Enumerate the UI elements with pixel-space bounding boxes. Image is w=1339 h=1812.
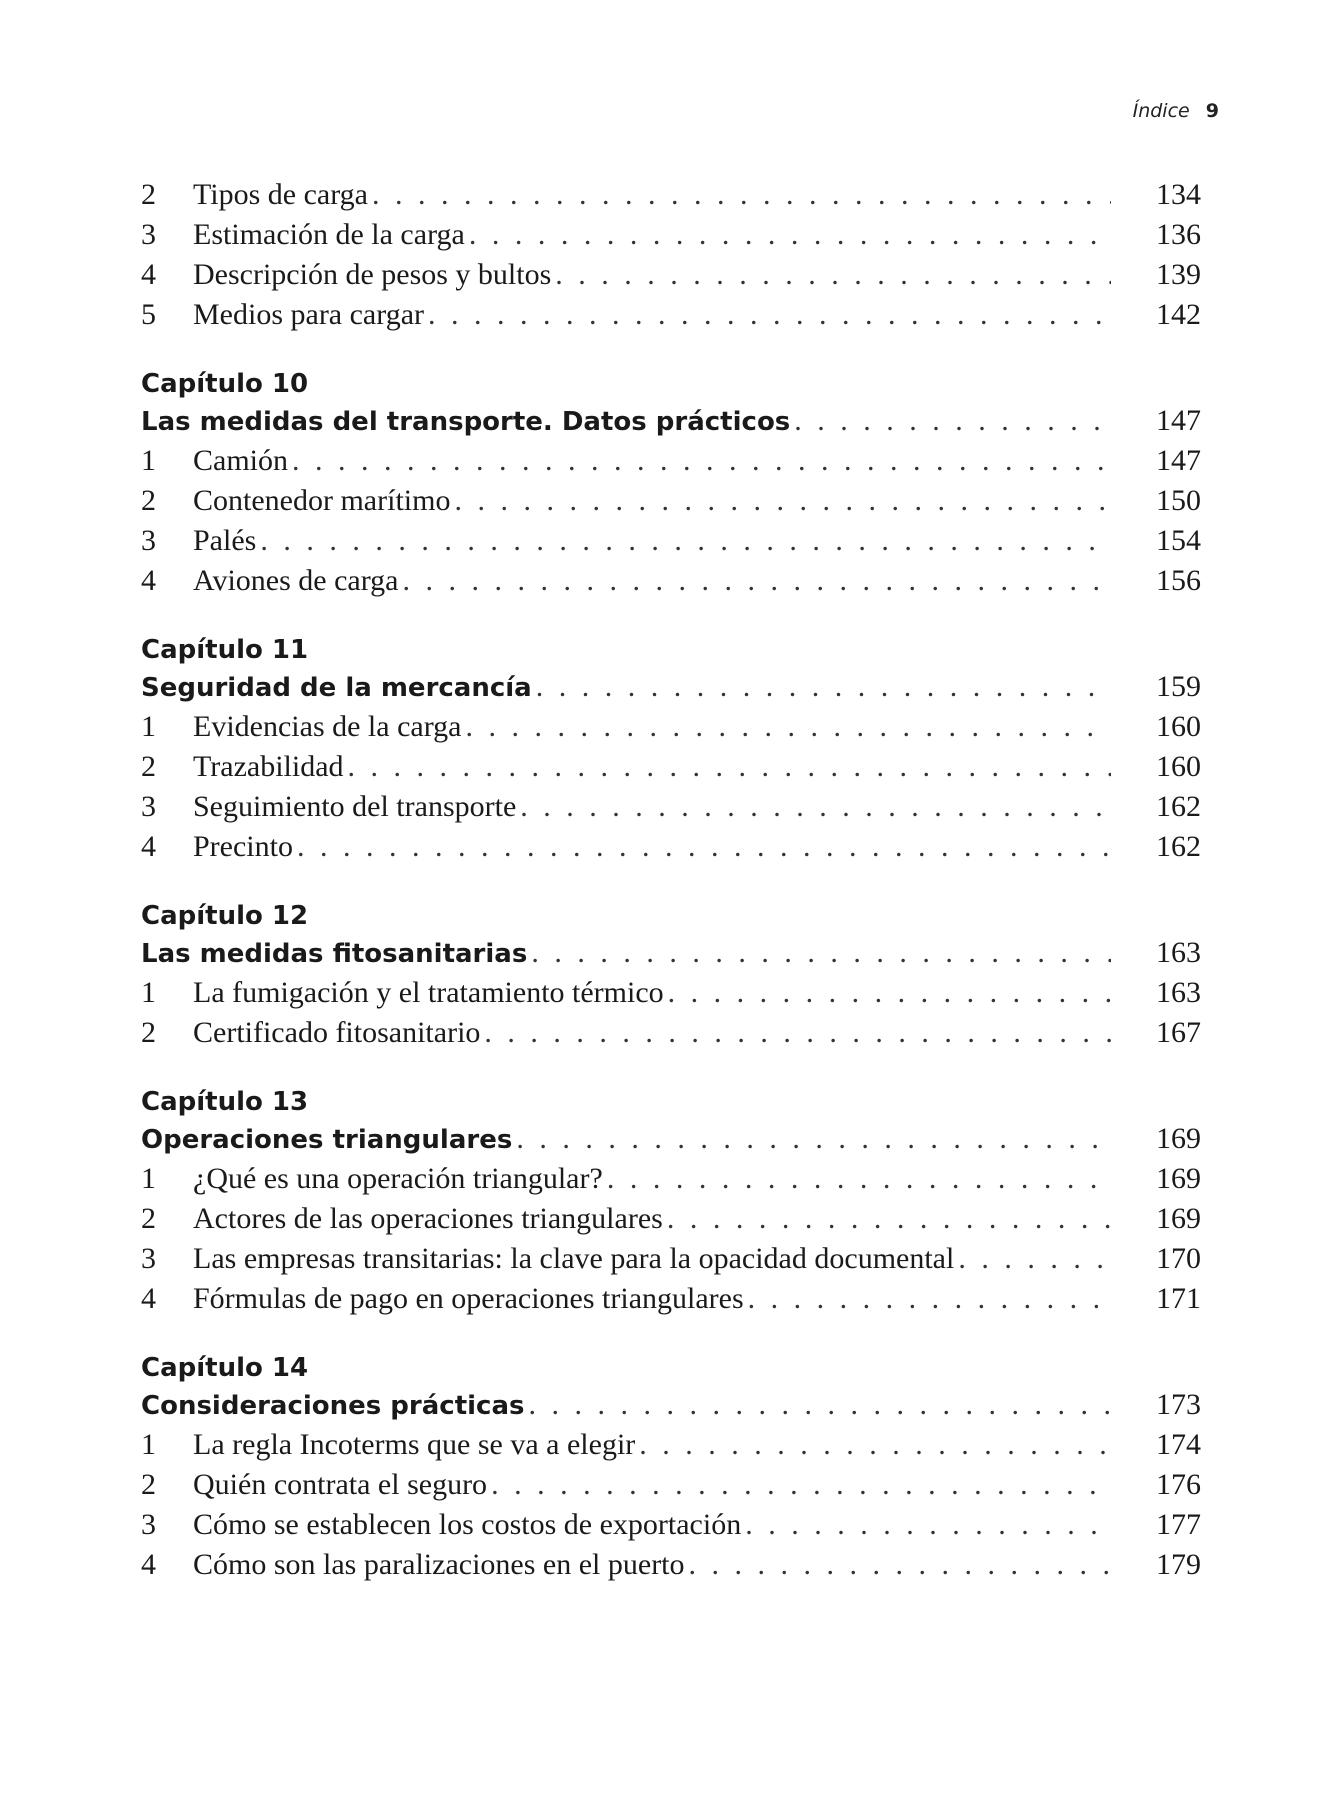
entry-title: Precinto	[193, 830, 293, 863]
toc-entry[interactable]	[141, 976, 1201, 1016]
toc-entry[interactable]	[141, 790, 1201, 830]
entry-page: 154	[1156, 524, 1201, 557]
entry-page: 167	[1156, 1016, 1201, 1049]
chapter-title: Operaciones triangulares	[141, 1125, 513, 1155]
toc-entry[interactable]	[141, 750, 1201, 790]
chapter-title: Consideraciones prácticas	[141, 1391, 525, 1421]
dot-leader	[607, 1162, 1111, 1196]
dot-leader	[428, 298, 1111, 332]
dot-leader	[668, 976, 1111, 1010]
entry-title: Certificado fitosanitario	[193, 1016, 481, 1049]
dot-leader	[748, 1282, 1111, 1316]
entry-page: 147	[1156, 444, 1201, 477]
entry-title: Cómo son las paralizaciones en el puerto	[193, 1548, 685, 1581]
entry-title: Evidencias de la carga	[193, 710, 462, 743]
chapter-11	[141, 630, 1201, 870]
entry-title: Quién contrata el seguro	[193, 1468, 488, 1501]
dot-leader	[667, 1202, 1111, 1236]
toc-entry[interactable]	[141, 1202, 1201, 1242]
toc-entry[interactable]	[141, 564, 1201, 604]
chapter-title: Seguridad de la mercancía	[141, 673, 532, 703]
entry-title: La regla Incoterms que se va a elegir	[193, 1428, 636, 1461]
entry-page: 170	[1156, 1242, 1201, 1275]
chapter-label: Capítulo 13	[141, 1087, 309, 1117]
entry-number: 2	[141, 484, 156, 517]
entry-title: Estimación de la carga	[193, 218, 465, 251]
chapter-title-entry[interactable]	[141, 404, 1201, 444]
dot-leader	[639, 1428, 1111, 1462]
entry-title: Camión	[193, 444, 288, 477]
chapter-label: Capítulo 11	[141, 635, 309, 665]
entry-number: 3	[141, 1508, 156, 1541]
toc-entry[interactable]	[141, 1548, 1201, 1588]
chapter-label: Capítulo 14	[141, 1353, 309, 1383]
toc-entry[interactable]	[141, 1162, 1201, 1202]
entry-number: 2	[141, 1202, 156, 1235]
dot-leader	[689, 1548, 1111, 1582]
dot-leader	[469, 218, 1111, 252]
entry-number: 3	[141, 1242, 156, 1275]
entry-page: 134	[1156, 178, 1201, 211]
chapter-title: Las medidas fitosanitarias	[141, 939, 528, 969]
dot-leader	[516, 1122, 1111, 1156]
dot-leader	[260, 524, 1111, 558]
entry-number: 2	[141, 1468, 156, 1501]
entry-number: 4	[141, 1548, 156, 1581]
entry-title: Cómo se establecen los costos de exportación	[193, 1508, 742, 1541]
entry-title: Trazabilidad	[193, 750, 344, 783]
dot-leader	[794, 404, 1111, 438]
entry-title: Seguimiento del transporte	[193, 790, 517, 823]
entry-page: 171	[1156, 1282, 1201, 1315]
toc-entry[interactable]	[141, 218, 1201, 258]
entry-number: 4	[141, 1282, 156, 1315]
entry-title: Las empresas transitarias: la clave para la opacidad documental	[193, 1242, 955, 1275]
entry-page: 150	[1156, 484, 1201, 517]
toc-entry[interactable]	[141, 1242, 1201, 1282]
entry-title: Fórmulas de pago en operaciones triangulares	[193, 1282, 744, 1315]
dot-leader	[348, 750, 1111, 784]
dot-leader	[402, 564, 1111, 598]
entry-page: 156	[1156, 564, 1201, 597]
dot-leader	[292, 444, 1111, 478]
chapter-title: Las medidas del transporte. Datos prácticos	[141, 407, 791, 437]
dot-leader	[491, 1468, 1111, 1502]
entry-title: La fumigación y el tratamiento térmico	[193, 976, 664, 1009]
entry-page: 174	[1156, 1428, 1201, 1461]
chapter-title-entry[interactable]	[141, 670, 1201, 710]
toc-entry[interactable]	[141, 1468, 1201, 1508]
entry-page: 139	[1156, 258, 1201, 291]
entry-title: Tipos de carga	[193, 178, 368, 211]
toc-entry[interactable]	[141, 1508, 1201, 1548]
running-head	[1133, 100, 1219, 122]
chapter-10	[141, 364, 1201, 604]
entry-number: 4	[141, 258, 156, 291]
toc-entry[interactable]	[141, 178, 1201, 218]
entry-number: 2	[141, 1016, 156, 1049]
dot-leader	[528, 1388, 1111, 1422]
entry-title: Palés	[193, 524, 257, 557]
table-of-contents	[141, 178, 1201, 1588]
entry-title: Descripción de pesos y bultos	[193, 258, 552, 291]
entry-page: 177	[1156, 1508, 1201, 1541]
chapter-title-entry[interactable]	[141, 1122, 1201, 1162]
entry-number: 4	[141, 564, 156, 597]
entry-page: 179	[1156, 1548, 1201, 1581]
chapter-label: Capítulo 12	[141, 901, 309, 931]
entry-page: 163	[1156, 976, 1201, 1009]
entry-number: 1	[141, 444, 156, 477]
entry-title: Medios para cargar	[193, 298, 425, 331]
entry-page: 169	[1156, 1122, 1201, 1155]
entry-number: 3	[141, 524, 156, 557]
entry-page: 169	[1156, 1162, 1201, 1195]
entry-number: 1	[141, 710, 156, 743]
entry-page: 136	[1156, 218, 1201, 251]
entry-number: 4	[141, 830, 156, 863]
entry-number: 1	[141, 1162, 156, 1195]
chapter-title-entry[interactable]	[141, 1388, 1201, 1428]
entry-title: Aviones de carga	[193, 564, 399, 597]
dot-leader	[531, 936, 1111, 970]
dot-leader	[297, 830, 1111, 864]
toc-entry[interactable]	[141, 830, 1201, 870]
entry-page: 142	[1156, 298, 1201, 331]
dot-leader	[484, 1016, 1111, 1050]
toc-entry[interactable]	[141, 710, 1201, 750]
entry-title: Actores de las operaciones triangulares	[193, 1202, 663, 1235]
toc-entry[interactable]	[141, 484, 1201, 524]
chapter-label: Capítulo 10	[141, 369, 309, 399]
entry-number: 5	[141, 298, 156, 331]
dot-leader	[465, 710, 1111, 744]
toc-entry[interactable]	[141, 1016, 1201, 1056]
entry-number: 2	[141, 750, 156, 783]
dot-leader	[520, 790, 1111, 824]
entry-title: ¿Qué es una operación triangular?	[193, 1162, 603, 1195]
entry-page: 162	[1156, 830, 1201, 863]
toc-entry[interactable]	[141, 524, 1201, 564]
entry-page: 162	[1156, 790, 1201, 823]
entry-title: Contenedor marítimo	[193, 484, 451, 517]
dot-leader	[372, 178, 1111, 212]
toc-entry[interactable]	[141, 298, 1201, 338]
entry-number: 3	[141, 218, 156, 251]
entry-number: 2	[141, 178, 156, 211]
chapter-13	[141, 1082, 1201, 1322]
dot-leader	[454, 484, 1111, 518]
chapter-14	[141, 1348, 1201, 1588]
dot-leader	[555, 258, 1111, 292]
entry-page: 160	[1156, 750, 1201, 783]
entry-number: 1	[141, 976, 156, 1009]
toc-entry[interactable]	[141, 1282, 1201, 1322]
entry-number: 3	[141, 790, 156, 823]
chapter-title-entry[interactable]	[141, 936, 1201, 976]
entry-page: 163	[1156, 936, 1201, 969]
chapter-12	[141, 896, 1201, 1056]
entry-page: 159	[1156, 670, 1201, 703]
running-head-title: Índice	[1132, 100, 1190, 122]
dot-leader	[536, 670, 1111, 704]
entry-page: 160	[1156, 710, 1201, 743]
dot-leader	[745, 1508, 1111, 1542]
intro-section	[141, 178, 1201, 338]
toc-entry[interactable]	[141, 1428, 1201, 1468]
dot-leader	[958, 1242, 1111, 1276]
page-number: 9	[1205, 100, 1219, 122]
toc-entry[interactable]	[141, 258, 1201, 298]
entry-page: 147	[1156, 404, 1201, 437]
toc-entry[interactable]	[141, 444, 1201, 484]
entry-page: 169	[1156, 1202, 1201, 1235]
entry-page: 176	[1156, 1468, 1201, 1501]
entry-number: 1	[141, 1428, 156, 1461]
entry-page: 173	[1156, 1388, 1201, 1421]
